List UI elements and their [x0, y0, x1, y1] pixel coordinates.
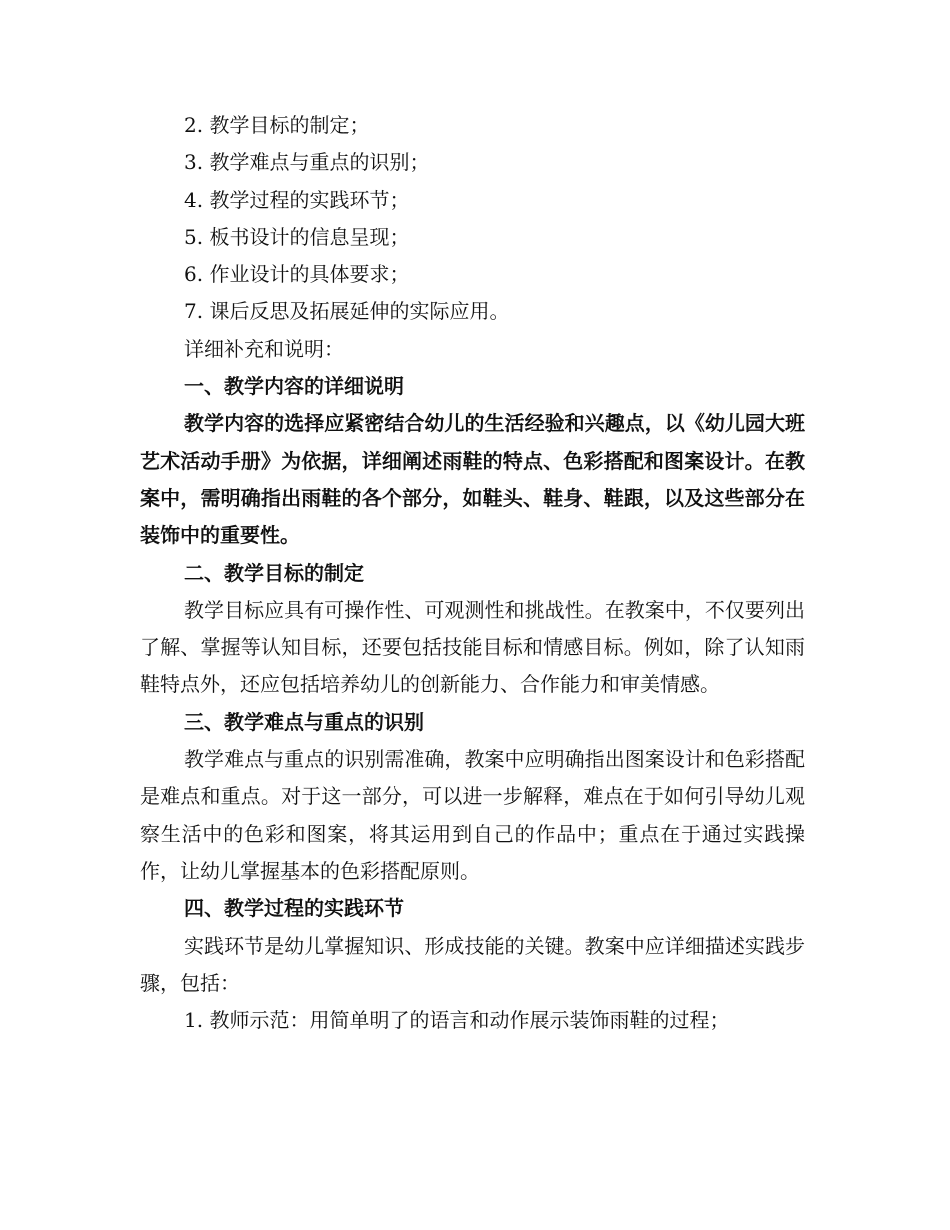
list-item: 4. 教学过程的实践环节； [184, 187, 410, 212]
section-paragraph: 教学目标应具有可操作性、可观测性和挑战性。在教案中，不仅要列出了解、掌握等认知目标，还要包括技能目标和情感目标。例如，除了认知雨鞋特点外，还应包括培养幼儿的创新能力、合作能力和审美情感。 [140, 597, 805, 697]
list-item: 1. 教师示范：用简单明了的语言和动作展示装饰雨鞋的过程； [184, 1008, 730, 1033]
list-item: 2. 教学目标的制定； [184, 113, 370, 137]
section-paragraph: 教学难点与重点的识别需准确，教案中应明确指出图案设计和色彩搭配是难点和重点。对于这一部分，可以进一步解释，难点在于如何引导幼儿观察生活中的色彩和图案，将其运用到自己的作品中；重点在于通过实践操作，让幼儿掌握基本的色彩搭配原则。 [140, 747, 805, 883]
section-paragraph: 实践环节是幼儿掌握知识、形成技能的关键。教案中应详细描述实践步骤，包括： [140, 933, 805, 995]
section-heading: 三、教学难点与重点的识别 [184, 709, 424, 734]
section-paragraph: 教学内容的选择应紧密结合幼儿的生活经验和兴趣点，以《幼儿园大班艺术活动手册》为依据，详细阐述雨鞋的特点、色彩搭配和图案设计。在教案中，需明确指出雨鞋的各个部分，如鞋头、鞋身、鞋跟，以及这些部分在装饰中的重要性。 [140, 411, 805, 548]
list-item: 3. 教学难点与重点的识别； [184, 150, 430, 175]
supplement-label: 详细补充和说明： [184, 336, 344, 361]
list-item: 6. 作业设计的具体要求； [184, 262, 410, 287]
document-content [140, 107, 805, 1039]
section-heading: 二、教学目标的制定 [184, 560, 364, 585]
list-item: 7. 课后反思及拓展延伸的实际应用。 [184, 299, 510, 324]
list-item: 5. 板书设计的信息呈现； [184, 224, 410, 249]
section-heading: 四、教学过程的实践环节 [184, 896, 404, 921]
section-heading: 一、教学内容的详细说明 [184, 374, 404, 399]
